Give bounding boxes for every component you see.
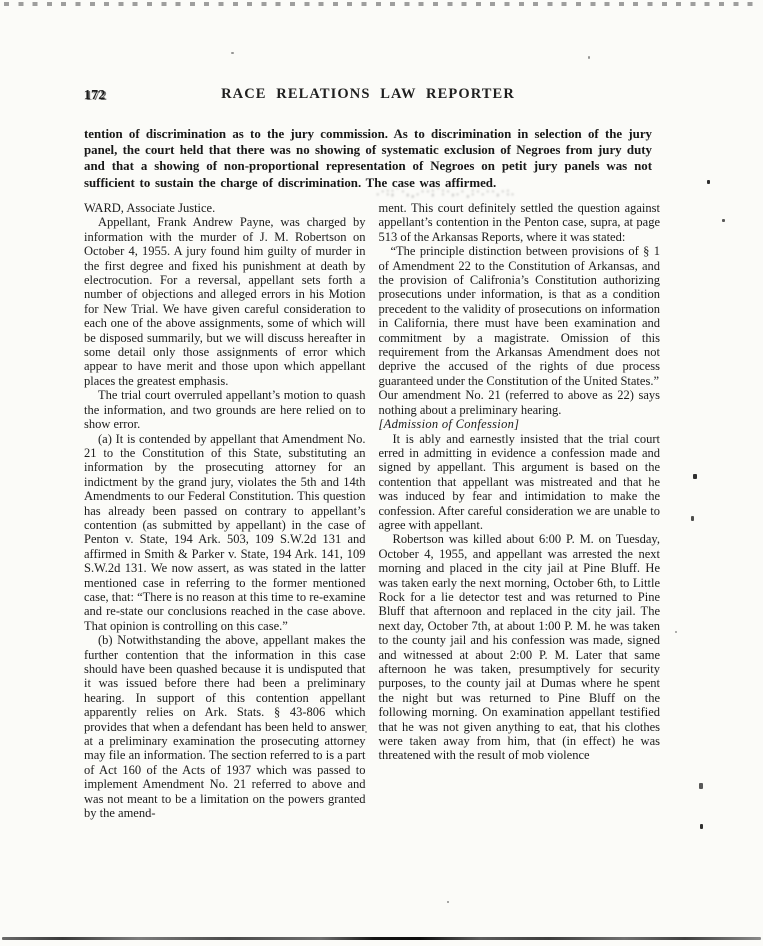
scan-smudge: .·:;˙·,¸.··;˙:·,.·¸:·.··,·:. bbox=[376, 187, 516, 198]
left-column bbox=[84, 201, 366, 820]
scan-speckle bbox=[700, 824, 703, 829]
paragraph: Our amendment No. 21 (referred to above as 22) says nothing about a preliminary hearing. bbox=[378, 388, 660, 417]
scan-speckle bbox=[588, 56, 590, 59]
opinion-body bbox=[84, 187, 660, 821]
paragraph: (b) Notwithstanding the above, appellant makes the further contention that the information in this case should have been quashed because it is undisputed that it was issued before there had been a preliminary hearing. In support of this contention appellant apparently relies on Ark. Stats. § 43-806 which provides that when a defendant has been held to answer at a preliminary examination the prosecuting attorney may file an information. The section referred to is a part of Act 160 of the Acts of 1937 which was passed to implement Amendment No. 21 referred to above and was not meant to be a limitation on the powers granted by the amend- bbox=[84, 633, 366, 821]
page-number: 172 bbox=[84, 87, 106, 102]
block-quote: “The principle distinction between provisions of § 1 of Amendment 22 to the Constitution of Arkansas, and the provision of Califronia’s Constitution authorizing prosecutions under information, is that as a condition precedent to the validity of prosecutions on information in California, there must have been examination and commitment by a magistrate. Omission of this requirement from the Arkansas Amendment does not deprive the accused of the rights of due process guaranteed under the Constitution of the United States.” bbox=[378, 244, 660, 388]
scan-speckle bbox=[693, 474, 697, 479]
scan-speckle bbox=[699, 783, 703, 789]
scan-speckle bbox=[707, 180, 710, 184]
paragraph: Appellant, Frank Andrew Payne, was charged by information with the murder of J. M. Robertson on October 4, 1955. A jury found him guilty of murder in the first degree and fixed his punishment at death by electrocution. For a reversal, appellant sets forth a number of objections and alleged errors in his Motion for New Trial. We have given careful consideration to each one of the above assignments, some of which will be disposed summarily, but we will discuss hereafter in some detail only those assignments of error which appear to have merit and those upon which appellant places the greatest emphasis. bbox=[84, 215, 366, 388]
scan-speckle bbox=[675, 631, 677, 633]
paragraph: It is ably and earnestly insisted that the trial court erred in admitting in evidence a confession made and signed by appellant. This argument is based on the contention that appellant was mistreated and that he was induced by fear and intimidation to make the confession. After careful consideration we are unable to agree with appellant. bbox=[378, 431, 660, 532]
scan-edge-line bbox=[2, 937, 761, 940]
scan-edge-dots bbox=[4, 2, 759, 6]
paragraph-continuation: ment. This court definitely settled the question against appellant’s contention in the Penton case, supra, at page 513 of the Arkansas Reports, where it was stated: bbox=[378, 201, 660, 244]
headnote-summary: tention of discrimination as to the jury commission. As to discrimination in selection of the jury panel, the court held that there was no showing of systematic exclusion of Negroes from jury duty and that a showing of non-proportional representation of Negroes on petit jury panels was not sufficient to sustain the charge of discrimination. The case was affirmed. bbox=[84, 127, 652, 190]
paragraph: The trial court overruled appellant’s motion to quash the information, and two grounds are here relied on to show error. bbox=[84, 388, 366, 432]
paragraph: Robertson was killed about 6:00 P. M. on Tuesday, October 4, 1955, and appellant was arrested the next morning and placed in the city jail at Pine Bluff. He was taken early the next morning, October 6th, to Little Rock for a lie detector test and was returned to Pine Bluff that afternoon and replaced in the city jail. The next day, October 7th, at about 1:00 P. M. he was taken to the county jail and his confession was made, signed and witnessed at about 2:00 P. M. Later that same afternoon he was taken, presumptively for security purposes, to the county jail at Dumas where he spent the night but was returned to Pine Bluff on the following morning. On examination appellant testified that he was not given anything to eat, that his clothes were taken away from him, that (in effect) he was threatened with the result of mob violence bbox=[378, 532, 660, 763]
right-column bbox=[376, 187, 661, 820]
page-header bbox=[84, 86, 652, 106]
paragraph: (a) It is contended by appellant that Amendment No. 21 to the Constitution of this State, substituting an information by the prosecuting attorney for an indictment by the grand jury, violates the 5th and 14th Amendments to our Federal Constitution. This question has already been passed on contrary to appellant’s contention (as submitted by appellant) in the case of Penton v. State, 194 Ark. 503, 109 S.W.2d 131 and affirmed in Smith & Parker v. State, 194 Ark. 141, 109 S.W.2d 131. We now assert, as was stated in the latter mentioned case in referring to the former mentioned case, that: “There is no reason at this time to re-examine and re-state our conclusions reached in the case above. That opinion is controlling on this case.” bbox=[84, 431, 366, 633]
justice-byline: WARD, Associate Justice. bbox=[84, 201, 216, 215]
scan-speckle bbox=[722, 219, 725, 222]
section-heading: [Admission of Confession] bbox=[378, 417, 520, 432]
scan-speckle bbox=[231, 52, 234, 54]
scan-speckle bbox=[365, 731, 367, 733]
page-title: RACE RELATIONS LAW REPORTER bbox=[221, 86, 515, 102]
scan-speckle bbox=[691, 516, 694, 521]
scan-speckle bbox=[447, 901, 449, 903]
